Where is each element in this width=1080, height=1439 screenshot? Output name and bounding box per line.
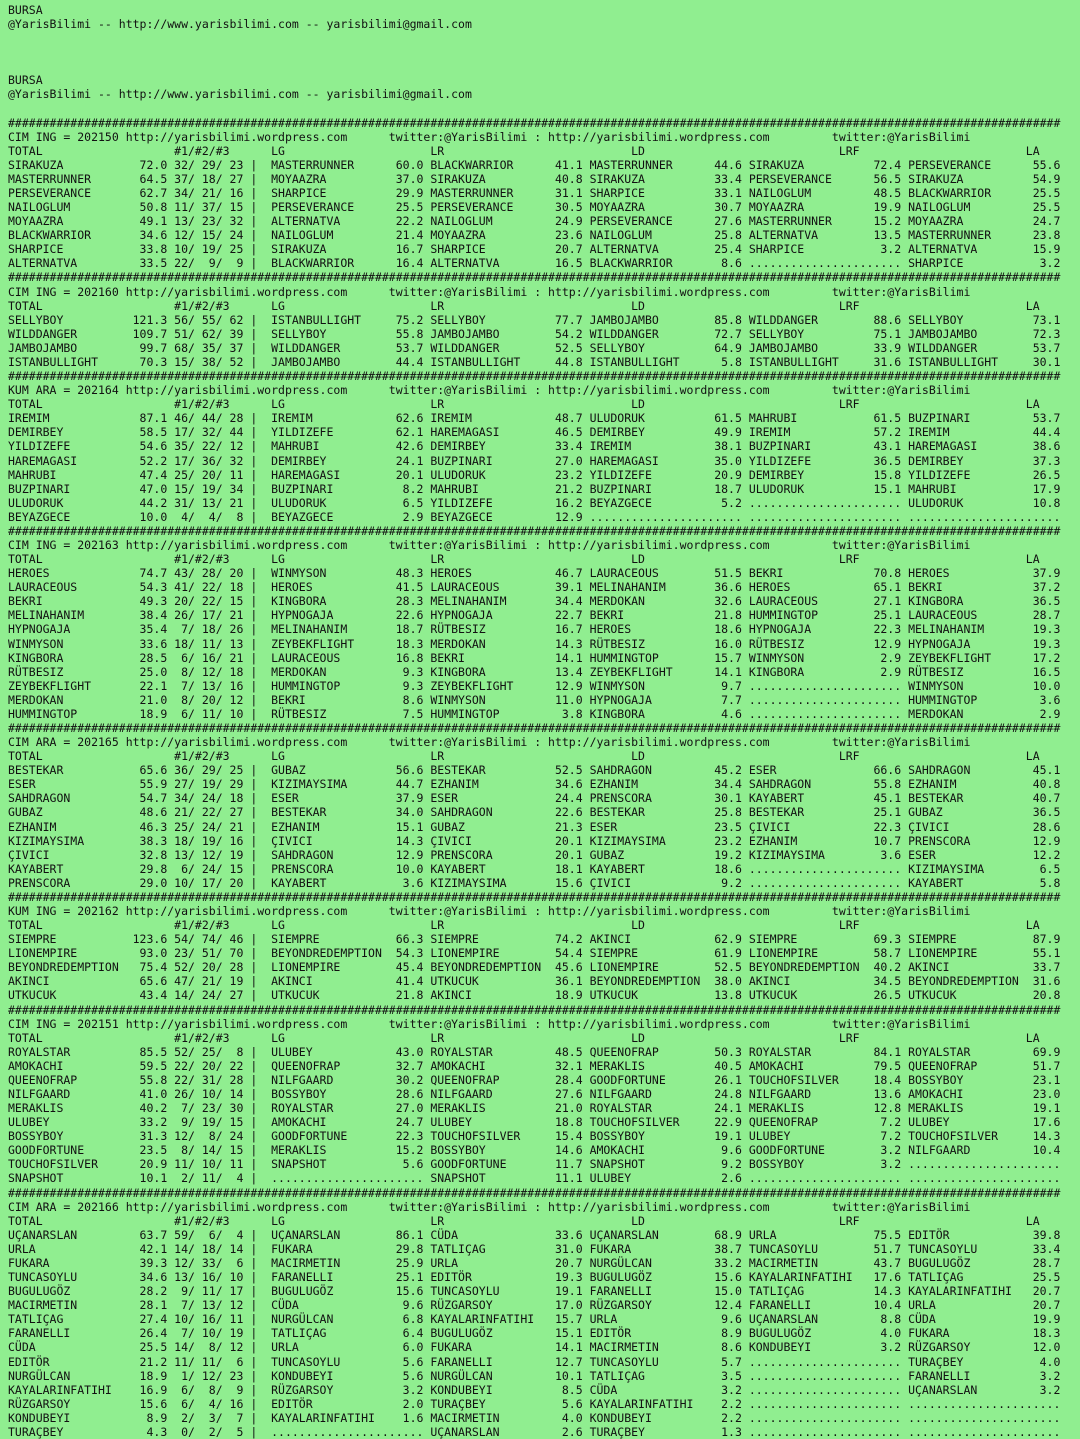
stat-row: SELLYBOY 121.3 56/ 55/ 62 | ISTANBULLIGHT 75.2 SELLYBOY 77.7 JAMBOJAMBO 85.8 WILDDANGER 88.6 SELLYBOY 73.1 xyxy=(8,312,1061,327)
stat-row: IREMIM 87.1 46/ 44/ 28 | IREMIM 62.6 IREMIM 48.7 ULUDORUK 61.5 MAHRUBI 61.5 BUZPINARI 53.7 xyxy=(8,411,1061,426)
stat-row: HEROES 74.7 43/ 28/ 20 | WINMYSON 48.3 HEROES 46.7 LAURACEOUS 51.5 BEKRI 70.8 HEROES 37.9 xyxy=(8,566,1061,581)
track-title: BURSA xyxy=(8,73,43,88)
blank-line xyxy=(8,102,1080,116)
stat-row: MASTERRUNNER 64.5 37/ 18/ 27 | MOYAAZRA 37.0 SIRAKUZA 40.8 SIRAKUZA 33.4 PERSEVERANCE 56.5 SIRAKUZA 54.9 xyxy=(8,171,1061,186)
stat-row: UTKUCUK 43.4 14/ 24/ 27 | UTKUCUK 21.8 AKINCI 18.9 UTKUCUK 13.8 UTKUCUK 26.5 UTKUCUK 20.8 xyxy=(8,988,1061,1003)
stat-row: BESTEKAR 65.6 36/ 29/ 25 | GUBAZ 56.6 BESTEKAR 52.5 SAHDRAGON 45.2 ESER 66.6 SAHDRAGON 45.1 xyxy=(8,763,1061,778)
section-header: CIM ING = 202163 http://yarisbilimi.wordpress.com twitter:@YarisBilimi : http://yarisbilimi.wordpress.com twitter:@YarisBilimi xyxy=(8,537,1061,552)
column-header-row: TOTAL #1/#2/#3 LG LR LD LRF LA xyxy=(8,918,1061,933)
stat-row: NAILOGLUM 50.8 11/ 37/ 15 | PERSEVERANCE 25.5 PERSEVERANCE 30.5 MOYAAZRA 30.7 MOYAAZRA 19.9 NAILOGLUM 25.5 xyxy=(8,200,1061,215)
column-header-row: TOTAL #1/#2/#3 LG LR LD LRF LA xyxy=(8,298,1061,313)
section-header: CIM ING = 202151 http://yarisbilimi.wordpress.com twitter:@YarisBilimi : http://yarisbilimi.wordpress.com twitter:@YarisBilimi xyxy=(8,1016,1061,1031)
column-header-row: TOTAL #1/#2/#3 LG LR LD LRF LA xyxy=(8,143,1061,158)
stat-row: EZHANIM 46.3 25/ 24/ 21 | EZHANIM 15.1 GUBAZ 21.3 ESER 23.5 ÇIVICI 22.3 ÇIVICI 28.6 xyxy=(8,819,1061,834)
column-header-row: TOTAL #1/#2/#3 LG LR LD LRF LA xyxy=(8,1213,1061,1228)
stat-row: NURGÜLCAN 18.9 1/ 12/ 23 | KONDUBEYI 5.6 NURGÜLCAN 10.1 TATLIÇAG 3.5 ...................... FARANELLI 3.2 xyxy=(8,1368,1061,1383)
track-title: BURSA xyxy=(8,3,43,17)
report-body xyxy=(8,116,1080,1439)
byline: @YarisBilimi -- http://www.yarisbilimi.com -- yarisbilimi@gmail.com xyxy=(8,17,472,32)
section-separator: ######################################################################################################################################################## xyxy=(8,523,1061,538)
stat-row: QUEENOFRAP 55.8 22/ 31/ 28 | NILFGAARD 30.2 QUEENOFRAP 28.4 GOODFORTUNE 26.1 TOUCHOFSILVER 18.4 BOSSYBOY 23.1 xyxy=(8,1072,1061,1087)
column-header-row: TOTAL #1/#2/#3 LG LR LD LRF LA xyxy=(8,552,1061,567)
column-header-row: TOTAL #1/#2/#3 LG LR LD LRF LA xyxy=(8,1030,1061,1045)
blank-line xyxy=(8,45,1080,59)
stat-row: WINMYSON 33.6 18/ 11/ 13 | ZEYBEKFLIGHT 18.3 MERDOKAN 14.3 RÜTBESIZ 16.0 RÜTBESIZ 12.9 HYPNOGAJA 19.3 xyxy=(8,636,1061,651)
stat-row: KINGBORA 28.5 6/ 16/ 21 | LAURACEOUS 16.8 BEKRI 14.1 HUMMINGTOP 15.7 WINMYSON 2.9 ZEYBEKFLIGHT 17.2 xyxy=(8,650,1061,665)
stat-row: TURAÇBEY 4.3 0/ 2/ 5 | ...................... UÇANARSLAN 2.6 TURAÇBEY 1.3 ...................... ...................... xyxy=(8,1424,1061,1439)
stat-row: HUMMINGTOP 18.9 6/ 11/ 10 | RÜTBESIZ 7.5 HUMMINGTOP 3.8 KINGBORA 4.6 ...................... MERDOKAN 2.9 xyxy=(8,706,1061,721)
stat-row: UÇANARSLAN 63.7 59/ 6/ 4 | UÇANARSLAN 86.1 CÜDA 33.6 UÇANARSLAN 68.9 URLA 75.5 EDITÖR 39.8 xyxy=(8,1227,1061,1242)
section-separator: ######################################################################################################################################################## xyxy=(8,1002,1061,1017)
section-separator: ######################################################################################################################################################## xyxy=(8,1185,1061,1200)
stat-row: KAYALARINFATIHI 16.9 6/ 8/ 9 | RÜZGARSOY 3.2 KONDUBEYI 8.5 CÜDA 3.2 ...................... UÇANARSLAN 3.2 xyxy=(8,1382,1061,1397)
stat-row: HYPNOGAJA 35.4 7/ 18/ 26 | MELINAHANIM 18.7 RÜTBESIZ 16.7 HEROES 18.6 HYPNOGAJA 22.3 MELINAHANIM 19.3 xyxy=(8,622,1061,637)
stat-row: BLACKWARRIOR 34.6 12/ 15/ 24 | NAILOGLUM 21.4 MOYAAZRA 23.6 NAILOGLUM 25.8 ALTERNATVA 13.5 MASTERRUNNER 23.8 xyxy=(8,228,1061,243)
section-separator: ######################################################################################################################################################## xyxy=(8,889,1061,904)
stat-row: MELINAHANIM 38.4 26/ 17/ 21 | HYPNOGAJA 22.6 HYPNOGAJA 22.7 BEKRI 21.8 HUMMINGTOP 25.1 LAURACEOUS 28.7 xyxy=(8,608,1061,623)
stat-row: CÜDA 25.5 14/ 8/ 12 | URLA 6.0 FUKARA 14.1 MACIRMETIN 8.6 KONDUBEYI 3.2 RÜZGARSOY 12.0 xyxy=(8,1340,1061,1355)
stat-row: JAMBOJAMBO 99.7 68/ 35/ 37 | WILDDANGER 53.7 WILDDANGER 52.5 SELLYBOY 64.9 JAMBOJAMBO 33.9 WILDDANGER 53.7 xyxy=(8,340,1061,355)
column-header-row: TOTAL #1/#2/#3 LG LR LD LRF LA xyxy=(8,397,1061,412)
stat-row: ISTANBULLIGHT 70.3 15/ 38/ 52 | JAMBOJAMBO 44.4 ISTANBULLIGHT 44.8 ISTANBULLIGHT 5.8 ISTANBULLIGHT 31.6 ISTANBULLIGHT 30.1 xyxy=(8,354,1061,369)
section-header: CIM ARA = 202166 http://yarisbilimi.wordpress.com twitter:@YarisBilimi : http://yarisbilimi.wordpress.com twitter:@YarisBilimi xyxy=(8,1199,1061,1214)
stat-row: ESER 55.9 27/ 19/ 29 | KIZIMAYSIMA 44.7 EZHANIM 34.6 EZHANIM 34.4 SAHDRAGON 55.8 EZHANIM 40.8 xyxy=(8,777,1061,792)
stat-row: FUKARA 39.3 12/ 33/ 6 | MACIRMETIN 25.9 URLA 20.7 NURGÜLCAN 33.2 MACIRMETIN 43.7 BUGULUGÖZ 28.7 xyxy=(8,1255,1061,1270)
stat-row: ALTERNATVA 33.5 22/ 9/ 9 | BLACKWARRIOR 16.4 ALTERNATVA 16.5 BLACKWARRIOR 8.6 ...................... SHARPICE 3.2 xyxy=(8,256,1061,271)
stat-row: FARANELLI 26.4 7/ 10/ 19 | TATLIÇAG 6.4 BUGULUGÖZ 15.1 EDITÖR 8.9 BUGULUGÖZ 4.0 FUKARA 18.3 xyxy=(8,1326,1061,1341)
stat-row: AKINCI 65.6 47/ 21/ 19 | AKINCI 41.4 UTKUCUK 36.1 BEYONDREDEMPTION 38.0 AKINCI 34.5 BEYONDREDEMPTION 31.6 xyxy=(8,974,1061,989)
stat-row: ULUDORUK 44.2 31/ 13/ 21 | ULUDORUK 6.5 YILDIZEFE 16.2 BEYAZGECE 5.2 ...................... ULUDORUK 10.8 xyxy=(8,495,1061,510)
stat-row: TUNCASOYLU 34.6 13/ 16/ 10 | FARANELLI 25.1 EDITÖR 19.3 BUGULUGÖZ 15.6 KAYALARINFATIHI 17.6 TATLIÇAG 25.5 xyxy=(8,1270,1061,1285)
stat-row: DEMIRBEY 58.5 17/ 32/ 44 | YILDIZEFE 62.1 HAREMAGASI 46.5 DEMIRBEY 49.9 IREMIM 57.2 IREMIM 44.4 xyxy=(8,425,1061,440)
section-header: KUM ING = 202162 http://yarisbilimi.wordpress.com twitter:@YarisBilimi : http://yarisbilimi.wordpress.com twitter:@YarisBilimi xyxy=(8,904,1061,918)
stat-row: RÜZGARSOY 15.6 6/ 4/ 16 | EDITÖR 2.0 TURAÇBEY 5.6 KAYALARINFATIHI 2.2 ...................... ...................... xyxy=(8,1396,1061,1411)
section-separator: ######################################################################################################################################################## xyxy=(8,369,1061,384)
stat-row: URLA 42.1 14/ 18/ 14 | FUKARA 29.8 TATLIÇAG 31.0 FUKARA 38.7 TUNCASOYLU 51.7 TUNCASOYLU 33.4 xyxy=(8,1241,1061,1256)
stat-row: BUZPINARI 47.0 15/ 19/ 34 | BUZPINARI 8.2 MAHRUBI 21.2 BUZPINARI 18.7 ULUDORUK 15.1 MAHRUBI 17.9 xyxy=(8,481,1061,496)
stat-row: TATLIÇAG 27.4 10/ 16/ 11 | NURGÜLCAN 6.8 KAYALARINFATIHI 15.7 URLA 9.6 UÇANARSLAN 8.8 CÜDA 19.9 xyxy=(8,1312,1061,1327)
stat-row: PERSEVERANCE 62.7 34/ 21/ 16 | SHARPICE 29.9 MASTERRUNNER 31.1 SHARPICE 33.1 NAILOGLUM 48.5 BLACKWARRIOR 25.5 xyxy=(8,186,1061,201)
stat-row: BUGULUGÖZ 28.2 9/ 11/ 17 | BUGULUGÖZ 15.6 TUNCASOYLU 19.1 FARANELLI 15.0 TATLIÇAG 14.3 KAYALARINFATIHI 20.7 xyxy=(8,1284,1061,1299)
stat-row: GUBAZ 48.6 21/ 22/ 27 | BESTEKAR 34.0 SAHDRAGON 22.6 BESTEKAR 25.8 BESTEKAR 25.1 GUBAZ 36.5 xyxy=(8,805,1061,820)
stat-row: AMOKACHI 59.5 22/ 20/ 22 | QUEENOFRAP 32.7 AMOKACHI 32.1 MERAKLIS 40.5 AMOKACHI 79.5 QUEENOFRAP 51.7 xyxy=(8,1058,1061,1073)
stat-row: SNAPSHOT 10.1 2/ 11/ 4 | ...................... SNAPSHOT 11.1 ULUBEY 2.6 ...................... ...................... xyxy=(8,1171,1061,1186)
section-header: CIM ING = 202160 http://yarisbilimi.wordpress.com twitter:@YarisBilimi : http://yarisbilimi.wordpress.com twitter:@YarisBilimi xyxy=(8,284,1061,299)
stat-row: GOODFORTUNE 23.5 8/ 14/ 15 | MERAKLIS 15.2 BOSSYBOY 14.6 AMOKACHI 9.6 GOODFORTUNE 3.2 NILFGAARD 10.4 xyxy=(8,1143,1061,1158)
section-separator: ######################################################################################################################################################## xyxy=(8,270,1061,285)
stat-row: MAHRUBI 47.4 25/ 20/ 11 | HAREMAGASI 20.1 ULUDORUK 23.2 YILDIZEFE 20.9 DEMIRBEY 15.8 YILDIZEFE 26.5 xyxy=(8,467,1061,482)
stat-row: KAYABERT 29.8 6/ 24/ 15 | PRENSCORA 10.0 KAYABERT 18.1 KAYABERT 18.6 ...................... KIZIMAYSIMA 6.5 xyxy=(8,861,1061,876)
stat-row: MACIRMETIN 28.1 7/ 13/ 12 | CÜDA 9.6 RÜZGARSOY 17.0 RÜZGARSOY 12.4 FARANELLI 10.4 URLA 20.7 xyxy=(8,1298,1061,1313)
stat-row: ÇIVICI 32.8 13/ 12/ 19 | SAHDRAGON 12.9 PRENSCORA 20.1 GUBAZ 19.2 KIZIMAYSIMA 3.6 ESER 12.2 xyxy=(8,847,1061,862)
stat-row: BEYAZGECE 10.0 4/ 4/ 8 | BEYAZGECE 2.9 BEYAZGECE 12.9 ...................... ...................... ...................... xyxy=(8,509,1061,524)
stat-row: BEKRI 49.3 20/ 22/ 15 | KINGBORA 28.3 MELINAHANIM 34.4 MERDOKAN 32.6 LAURACEOUS 27.1 KINGBORA 36.5 xyxy=(8,594,1061,609)
stat-row: WILDDANGER 109.7 51/ 62/ 39 | SELLYBOY 55.8 JAMBOJAMBO 54.2 WILDDANGER 72.7 SELLYBOY 75.1 JAMBOJAMBO 72.3 xyxy=(8,326,1061,341)
stat-row: ZEYBEKFLIGHT 22.1 7/ 13/ 16 | HUMMINGTOP 9.3 ZEYBEKFLIGHT 12.9 WINMYSON 9.7 ...................... WINMYSON 10.0 xyxy=(8,678,1061,693)
stat-row: ROYALSTAR 85.5 52/ 25/ 8 | ULUBEY 43.0 ROYALSTAR 48.5 QUEENOFRAP 50.3 ROYALSTAR 84.1 ROYALSTAR 69.9 xyxy=(8,1044,1061,1059)
column-header-row: TOTAL #1/#2/#3 LG LR LD LRF LA xyxy=(8,749,1061,764)
section-header: KUM ARA = 202164 http://yarisbilimi.wordpress.com twitter:@YarisBilimi : http://yarisbilimi.wordpress.com twitter:@YarisBilimi xyxy=(8,383,1061,398)
stat-row: NILFGAARD 41.0 26/ 10/ 14 | BOSSYBOY 28.6 NILFGAARD 27.6 NILFGAARD 24.8 NILFGAARD 13.6 AMOKACHI 23.0 xyxy=(8,1087,1061,1102)
stat-row: SIEMPRE 123.6 54/ 74/ 46 | SIEMPRE 66.3 SIEMPRE 74.2 AKINCI 62.9 SIEMPRE 69.3 SIEMPRE 87.9 xyxy=(8,932,1061,947)
stat-row: LIONEMPIRE 93.0 23/ 51/ 70 | BEYONDREDEMPTION 54.3 LIONEMPIRE 54.4 SIEMPRE 61.9 LIONEMPIRE 58.7 LIONEMPIRE 55.1 xyxy=(8,946,1061,961)
stat-row: MERDOKAN 21.0 8/ 20/ 12 | BEKRI 8.6 WINMYSON 11.0 HYPNOGAJA 7.7 ...................... HUMMINGTOP 3.6 xyxy=(8,692,1061,707)
stat-row: TOUCHOFSILVER 20.9 11/ 10/ 11 | SNAPSHOT 5.6 GOODFORTUNE 11.7 SNAPSHOT 9.2 BOSSYBOY 3.2 ...................... xyxy=(8,1157,1061,1172)
section-separator: ######################################################################################################################################################## xyxy=(8,115,1061,130)
section-header: CIM ING = 202150 http://yarisbilimi.wordpress.com twitter:@YarisBilimi : http://yarisbilimi.wordpress.com twitter:@YarisBilimi xyxy=(8,129,1061,144)
byline: @YarisBilimi -- http://www.yarisbilimi.com -- yarisbilimi@gmail.com xyxy=(8,87,472,102)
section-header: CIM ARA = 202165 http://yarisbilimi.wordpress.com twitter:@YarisBilimi : http://yarisbilimi.wordpress.com twitter:@YarisBilimi xyxy=(8,735,1061,750)
stat-row: ULUBEY 33.2 9/ 19/ 15 | AMOKACHI 24.7 ULUBEY 18.8 TOUCHOFSILVER 22.9 QUEENOFRAP 7.2 ULUBEY 17.6 xyxy=(8,1115,1061,1130)
stat-row: SAHDRAGON 54.7 34/ 24/ 18 | ESER 37.9 ESER 24.4 PRENSCORA 30.1 KAYABERT 45.1 BESTEKAR 40.7 xyxy=(8,791,1061,806)
blank-line xyxy=(8,31,1080,45)
stat-row: RÜTBESIZ 25.0 8/ 12/ 18 | MERDOKAN 9.3 KINGBORA 13.4 ZEYBEKFLIGHT 14.1 KINGBORA 2.9 RÜTBESIZ 16.5 xyxy=(8,664,1061,679)
stat-row: BEYONDREDEMPTION 75.4 52/ 20/ 28 | LIONEMPIRE 45.4 BEYONDREDEMPTION 45.6 LIONEMPIRE 52.5 BEYONDREDEMPTION 40.2 AKINCI 33.7 xyxy=(8,960,1061,975)
stat-row: SHARPICE 33.8 10/ 19/ 25 | SIRAKUZA 16.7 SHARPICE 20.7 ALTERNATVA 25.4 SHARPICE 3.2 ALTERNATVA 15.9 xyxy=(8,242,1061,257)
stat-row: HAREMAGASI 52.2 17/ 36/ 32 | DEMIRBEY 24.1 BUZPINARI 27.0 HAREMAGASI 35.0 YILDIZEFE 36.5 DEMIRBEY 37.3 xyxy=(8,453,1061,468)
blank-line xyxy=(8,59,1080,73)
stat-row: YILDIZEFE 54.6 35/ 22/ 12 | MAHRUBI 42.6 DEMIRBEY 33.4 IREMIM 38.1 BUZPINARI 43.1 HAREMAGASI 38.6 xyxy=(8,439,1061,454)
stat-row: EDITÖR 21.2 11/ 11/ 6 | TUNCASOYLU 5.6 FARANELLI 12.7 TUNCASOYLU 5.7 ...................... TURAÇBEY 4.0 xyxy=(8,1354,1061,1369)
section-separator: ######################################################################################################################################################## xyxy=(8,720,1061,735)
stat-row: MERAKLIS 40.2 7/ 23/ 30 | ROYALSTAR 27.0 MERAKLIS 21.0 ROYALSTAR 24.1 MERAKLIS 12.8 MERAKLIS 19.1 xyxy=(8,1101,1061,1116)
stat-row: BOSSYBOY 31.3 12/ 8/ 24 | GOODFORTUNE 22.3 TOUCHOFSILVER 15.4 BOSSYBOY 19.1 ULUBEY 7.2 TOUCHOFSILVER 14.3 xyxy=(8,1129,1061,1144)
stat-row: MOYAAZRA 49.1 13/ 23/ 32 | ALTERNATVA 22.2 NAILOGLUM 24.9 PERSEVERANCE 27.6 MASTERRUNNER 15.2 MOYAAZRA 24.7 xyxy=(8,214,1061,229)
stat-row: KIZIMAYSIMA 38.3 18/ 19/ 16 | ÇIVICI 14.3 ÇIVICI 20.1 KIZIMAYSIMA 23.2 EZHANIM 10.7 PRENSCORA 12.9 xyxy=(8,833,1061,848)
stat-row: PRENSCORA 29.0 10/ 17/ 20 | KAYABERT 3.6 KIZIMAYSIMA 15.6 ÇIVICI 9.2 ...................... KAYABERT 5.8 xyxy=(8,875,1061,890)
stat-row: LAURACEOUS 54.3 41/ 22/ 18 | HEROES 41.5 LAURACEOUS 39.1 MELINAHANIM 36.6 HEROES 65.1 BEKRI 37.2 xyxy=(8,580,1061,595)
stat-row: KONDUBEYI 8.9 2/ 3/ 7 | KAYALARINFATIHI 1.6 MACIRMETIN 4.0 KONDUBEYI 2.2 ...................... ...................... xyxy=(8,1410,1061,1425)
stat-row: SIRAKUZA 72.0 32/ 29/ 23 | MASTERRUNNER 60.0 BLACKWARRIOR 41.1 MASTERRUNNER 44.6 SIRAKUZA 72.4 PERSEVERANCE 55.6 xyxy=(8,157,1061,172)
